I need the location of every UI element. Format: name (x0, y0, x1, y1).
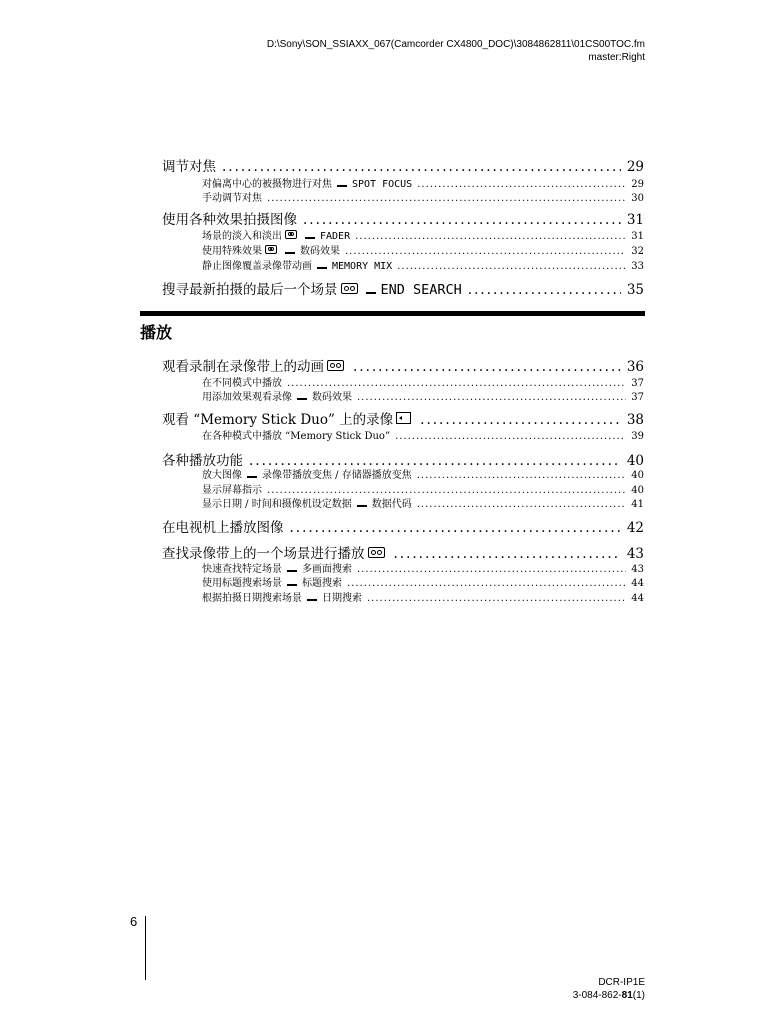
toc-entry-suffix: 录像带播放变焦 / 存储器播放变焦 (262, 470, 412, 481)
toc-entry-suffix: FADER (320, 231, 351, 242)
toc-entry-title: 观看 “Memory Stick Duo” 上的录像 (162, 412, 394, 428)
leader-dots (357, 392, 626, 403)
toc-entry[interactable] (162, 408, 644, 428)
toc-entry-title: 快速查找特定场景 (202, 564, 282, 575)
memory-stick-icon (396, 412, 411, 424)
toc-page-number: 31 (626, 212, 644, 228)
toc-entry-title: 使用特殊效果 (202, 246, 262, 257)
toc-page-number: 33 (631, 261, 644, 272)
part-code (573, 989, 645, 1002)
toc-entry-suffix: 数码效果 (300, 246, 340, 257)
toc-page-number: 44 (631, 578, 644, 589)
toc-entry[interactable] (162, 155, 644, 175)
toc-page-number: 31 (631, 231, 644, 242)
toc-subentry[interactable] (202, 466, 644, 481)
tape-icon (368, 547, 385, 558)
toc-subentry[interactable] (202, 481, 644, 496)
toc-entry-title: 手动调节对焦 (202, 193, 262, 204)
toc-page-number: 39 (631, 431, 644, 442)
toc-subentry[interactable] (202, 227, 644, 242)
toc-entry-suffix: 多画面搜索 (302, 564, 352, 575)
toc-subentry[interactable] (202, 189, 644, 204)
toc-page-number: 29 (626, 159, 644, 175)
toc-subentry[interactable] (202, 574, 644, 589)
dash-icon (307, 599, 317, 601)
toc-subentry[interactable] (202, 374, 644, 389)
leader-dots (420, 412, 621, 428)
header-block (267, 38, 645, 64)
toc-entry[interactable] (162, 516, 644, 536)
section-title: 播放 (140, 323, 173, 342)
leader-dots (355, 231, 626, 242)
part-code-prefix: 3-084-862- (572, 990, 622, 1001)
toc-page-number: 40 (631, 485, 644, 496)
toc-entry[interactable] (162, 355, 644, 375)
leader-dots (303, 212, 621, 228)
tape-icon (265, 245, 277, 254)
toc-entry-title: 显示屏幕指示 (202, 485, 262, 496)
toc-entry-title: 根据拍摄日期搜索场景 (202, 593, 302, 604)
leader-dots (367, 593, 626, 604)
dash-icon (247, 476, 257, 478)
toc-page-number: 40 (626, 453, 644, 469)
part-code-bold: 81 (621, 990, 633, 1001)
toc-page-number: 37 (631, 378, 644, 389)
dash-icon (366, 292, 376, 294)
leader-dots (290, 520, 621, 536)
toc-page-number: 37 (631, 392, 644, 403)
leader-dots (397, 261, 626, 272)
toc-entry-suffix: END SEARCH (380, 282, 462, 298)
toc-entry-title: 观看录制在录像带上的动画 (162, 359, 324, 375)
leader-dots (353, 359, 621, 375)
section-rule (140, 311, 645, 316)
dash-icon (297, 398, 307, 400)
toc-entry[interactable] (162, 208, 644, 228)
toc-subentry[interactable] (202, 560, 644, 575)
leader-dots (347, 578, 626, 589)
dash-icon (287, 570, 297, 572)
tape-icon (327, 360, 344, 371)
leader-dots (222, 159, 621, 175)
toc-page-number: 38 (626, 412, 644, 428)
toc-entry-suffix: 标题搜索 (302, 578, 342, 589)
toc-subentry[interactable] (202, 589, 644, 604)
toc-subentry[interactable] (202, 257, 644, 272)
toc-entry-title: 使用标题搜索场景 (202, 578, 282, 589)
dash-icon (287, 584, 297, 586)
toc-page-number: 30 (631, 193, 644, 204)
tape-icon (341, 283, 358, 294)
toc-page-number: 44 (631, 593, 644, 604)
toc-subentry[interactable] (202, 242, 644, 257)
toc-entry-suffix: 数码效果 (312, 392, 352, 403)
dash-icon (357, 505, 367, 507)
toc-entry-title: 调节对焦 (162, 159, 216, 175)
toc-page-number: 43 (631, 564, 644, 575)
leader-dots (468, 282, 621, 298)
margin-rule (145, 916, 146, 980)
toc-page-number: 36 (626, 359, 644, 375)
dash-icon (337, 185, 347, 187)
toc-page-number: 29 (631, 179, 644, 190)
toc-entry-suffix: 数据代码 (371, 499, 412, 510)
toc-entry-title: 对偏离中心的被摄物进行对焦 (202, 179, 332, 190)
toc-entry-title: 静止图像覆盖录像带动画 (202, 261, 312, 272)
toc-page-number: 40 (631, 470, 644, 481)
dash-icon (317, 267, 327, 269)
toc-entry-title: 放大图像 (202, 470, 242, 481)
toc-page-number: 35 (626, 282, 644, 298)
toc-entry-title: 使用各种效果拍摄图像 (162, 212, 297, 228)
part-code-suffix: (1) (632, 990, 645, 1001)
toc-entry-title: 在不同模式中播放 (202, 378, 282, 389)
file-path: D:\Sony\SON_SSIAXX_067(Camcorder CX4800_DOC)\3084862811\01CS00TOC.fm (266, 39, 645, 50)
toc-entry[interactable] (162, 542, 644, 562)
page-number: 6 (130, 914, 138, 929)
toc-entry-suffix: SPOT FOCUS (352, 179, 413, 190)
toc-page-number: 43 (626, 546, 644, 562)
dash-icon (285, 252, 295, 254)
leader-dots (395, 431, 626, 442)
toc-subentry[interactable] (202, 175, 644, 190)
footer-block (573, 976, 645, 1002)
toc-entry-title: 场景的淡入和淡出 (202, 231, 282, 242)
leader-dots (417, 470, 627, 481)
toc-entry-title: 显示日期 / 时间和摄像机设定数据 (202, 499, 352, 510)
toc-page-number: 41 (631, 499, 644, 510)
toc-entry-title: 在各种模式中播放 “Memory Stick Duo” (202, 431, 391, 442)
toc-entry-suffix: MEMORY MIX (332, 261, 393, 272)
toc-entry-title: 用添加效果观看录像 (202, 392, 292, 403)
dash-icon (305, 237, 315, 239)
leader-dots (345, 246, 626, 257)
master-label: master:Right (588, 52, 645, 63)
toc-entry-title: 在电视机上播放图像 (162, 520, 284, 536)
leader-dots (267, 193, 626, 204)
toc-entry-title: 各种播放功能 (162, 453, 243, 469)
toc-subentry[interactable] (202, 495, 644, 510)
toc-entry-suffix: 日期搜索 (322, 593, 362, 604)
leader-dots (417, 499, 627, 510)
toc-entry[interactable] (162, 278, 644, 298)
toc-entry-title: 搜寻最新拍摄的最后一个场景 (162, 282, 338, 298)
toc-page-number: 32 (631, 246, 644, 257)
toc-subentry[interactable] (202, 388, 644, 403)
model-number: DCR-IP1E (598, 977, 645, 988)
toc-page-number: 42 (626, 520, 644, 536)
tape-icon (285, 230, 297, 239)
toc-entry-title: 查找录像带上的一个场景进行播放 (162, 546, 365, 562)
toc-subentry[interactable] (202, 427, 644, 442)
